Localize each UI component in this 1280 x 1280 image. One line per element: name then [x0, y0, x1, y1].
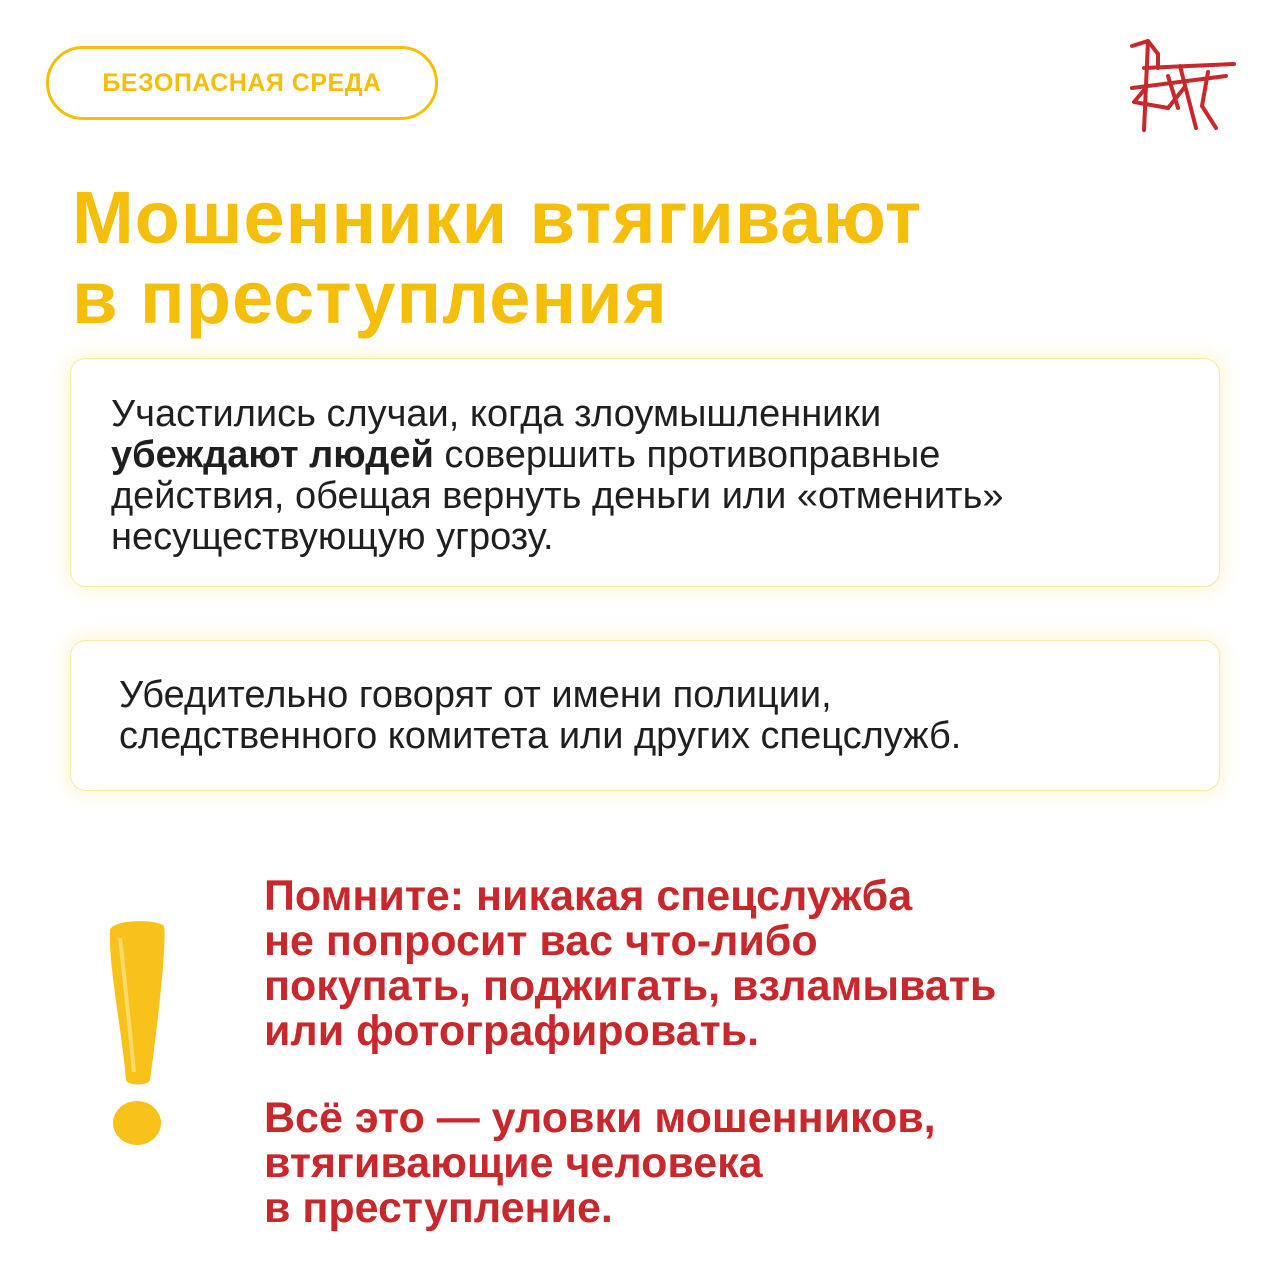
title-line-2: в преступления [72, 256, 668, 339]
warning-p1-line-2: не попросит вас что-либо [264, 917, 818, 965]
card1-line-3: действия, обещая вернуть деньги или «отменить» [111, 475, 1004, 517]
page-title [72, 178, 922, 338]
chair-logo-icon [1122, 36, 1240, 132]
info-card-impersonation [70, 640, 1220, 791]
card1-line-4: несуществующую угрозу. [111, 516, 554, 558]
warning-p1-line-3: покупать, поджигать, взламывать [264, 962, 997, 1010]
card2-line-1: Убедительно говорят от имени полиции, [119, 674, 832, 716]
warning-p2-line-2: втягивающие человека [264, 1139, 763, 1187]
card1-line-2-rest: совершить противоправные [433, 434, 941, 476]
exclamation-icon [100, 912, 172, 1152]
warning-p1-line-4: или фотографировать. [264, 1007, 760, 1055]
warning-message [264, 874, 996, 1231]
card2-line-2: следственного комитета или других спецслужб. [119, 715, 962, 757]
info-card-cases [70, 358, 1220, 587]
card1-line-1: Участились случаи, когда злоумышленники [111, 393, 882, 435]
card1-line-2 [111, 435, 1219, 476]
warning-p1-line-1: Помните: никакая спецслужба [264, 872, 913, 920]
title-line-1: Мошенники втягивают [72, 176, 923, 259]
category-badge [46, 46, 438, 120]
warning-p2-line-1: Всё это — уловки мошенников, [264, 1094, 936, 1142]
warning-p2-line-3: в преступление. [264, 1184, 613, 1232]
category-badge-label: БЕЗОПАСНАЯ СРЕДА [102, 68, 382, 97]
card1-bold-phrase: убеждают людей [111, 434, 434, 476]
